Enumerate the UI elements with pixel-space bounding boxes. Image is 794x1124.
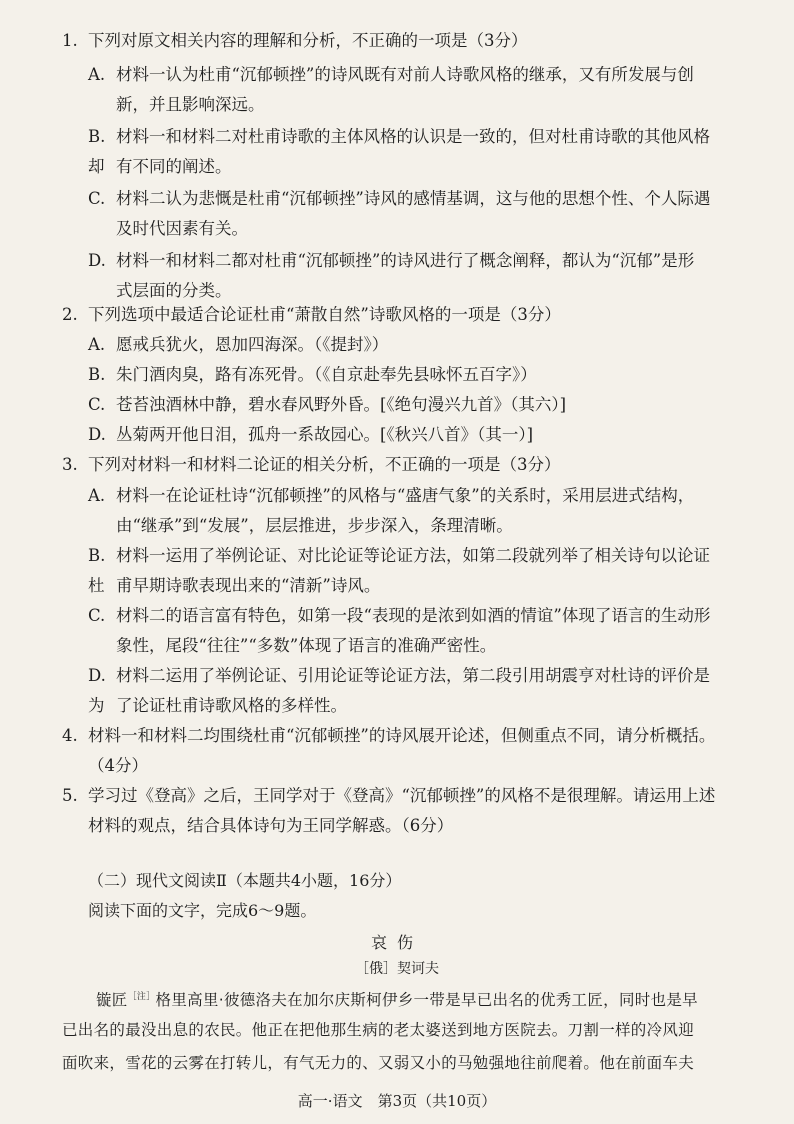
question-2 <box>62 300 722 330</box>
option-label: A. <box>88 486 106 505</box>
q2-option-d <box>88 420 713 450</box>
q1-option-d-cont: 式层面的分类。 <box>116 281 232 300</box>
option-text: 朱门酒肉臭，路有冻死骨。（《自京赴奉先县咏怀五百字》） <box>116 365 537 384</box>
reading-instruction: 阅读下面的文字，完成6～9题。 <box>88 901 317 920</box>
story-paragraph <box>62 981 722 1017</box>
option-text: 材料二认为悲慨是杜甫“沉郁顿挫”诗风的感情基调，这与他的思想个性、个人际遇 <box>116 189 711 208</box>
q2-option-c <box>88 390 713 420</box>
option-label: D. <box>88 251 106 270</box>
question-4 <box>62 721 722 751</box>
question-number: 3. <box>62 455 78 474</box>
option-label: D. <box>88 666 106 685</box>
q3-option-b-cont: 甫早期诗歌表现出来的“清新”诗风。 <box>116 576 381 595</box>
option-label: A. <box>88 335 106 354</box>
q3-option-c <box>88 601 713 631</box>
question-stem: 下列对材料一和材料二论证的相关分析，不正确的一项是（3分） <box>88 455 561 474</box>
q2-option-b <box>88 360 713 390</box>
story-author: ［俄］契诃夫 <box>355 961 439 977</box>
page-footer: 高一·语文 第3页（共10页） <box>297 1092 497 1110</box>
option-label: B. <box>88 546 106 565</box>
question-1 <box>62 26 722 56</box>
q1-option-c <box>88 184 713 214</box>
option-text: 材料一认为杜甫“沉郁顿挫”的诗风既有对前人诗歌风格的继承，又有所发展与创 <box>116 65 694 84</box>
question-stem: 材料一和材料二均围绕杜甫“沉郁顿挫”的诗风展开论述，但侧重点不同，请分析概括。 <box>88 726 716 745</box>
question-stem: 学习过《登高》之后，王同学对于《登高》“沉郁顿挫”的风格不是很理解。请运用上述 <box>88 786 716 805</box>
option-label: D. <box>88 425 106 444</box>
question-stem: 下列对原文相关内容的理解和分析，不正确的一项是（3分） <box>88 31 528 50</box>
option-text: 材料二运用了举例论证、引用论证等论证方法，第二段引用胡震亨对杜诗的评价是为 <box>88 666 710 715</box>
option-text: 材料一运用了举例论证、对比论证等论证方法，如第二段就列举了相关诗句以论证杜 <box>88 546 710 595</box>
story-line: 面吹来，雪花的云雾在打转儿，有气无力的、又弱又小的马勉强地往前爬着。他在前面车夫 <box>62 1054 695 1072</box>
option-text: 苍苔浊酒林中静，碧水春风野外昏。[《绝句漫兴九首》（其六）] <box>116 395 567 414</box>
question-number: 5. <box>62 786 78 805</box>
q3-option-d-cont: 了论证杜甫诗歌风格的多样性。 <box>116 696 347 715</box>
story-title: 哀伤 <box>370 933 423 952</box>
option-text: 材料一和材料二都对杜甫“沉郁顿挫”的诗风进行了概念阐释，都认为“沉郁”是形 <box>116 251 695 270</box>
q1-option-b-cont: 有不同的阐述。 <box>116 157 232 176</box>
q1-option-a <box>88 60 713 90</box>
question-5 <box>62 781 722 811</box>
option-text: 材料一在论证杜诗“沉郁顿挫”的风格与“盛唐气象”的关系时，采用层进式结构， <box>116 486 695 505</box>
footnote-mark: ［注］ <box>127 992 156 1002</box>
question-number: 2. <box>62 305 78 324</box>
q3-option-a <box>88 481 713 511</box>
option-label: A. <box>88 65 106 84</box>
option-text: 愿戒兵犹火，恩加四海深。（《提封》） <box>116 335 389 354</box>
q1-option-d <box>88 246 713 276</box>
option-label: B. <box>88 127 106 146</box>
option-text: 材料二的语言富有特色，如第一段“表现的是浓到如酒的情谊”体现了语言的生动形 <box>116 606 711 625</box>
section-heading: （二）现代文阅读Ⅱ（本题共4小题，16分） <box>88 871 402 890</box>
option-text: 丛菊两开他日泪，孤舟一系故园心。[《秋兴八首》（其一）] <box>116 425 534 444</box>
option-text: 材料一和材料二对杜甫诗歌的主体风格的认识是一致的，但对杜甫诗歌的其他风格却 <box>88 127 710 176</box>
question-3 <box>62 450 722 480</box>
story-text: 格里高里·彼德洛夫在加尔庆斯柯伊乡一带是早已出名的优秀工匠，同时也是早 <box>155 991 698 1010</box>
q1-option-a-cont: 新，并且影响深远。 <box>116 95 265 114</box>
option-label: C. <box>88 606 106 625</box>
story-word: 镟匠 <box>96 991 128 1010</box>
question-stem: 下列选项中最适合论证杜甫“萧散自然”诗歌风格的一项是（3分） <box>88 305 561 324</box>
q3-option-c-cont: 象性，尾段“往往”“多数”体现了语言的准确严密性。 <box>116 636 497 655</box>
question-number: 4. <box>62 726 78 745</box>
option-label: B. <box>88 365 106 384</box>
option-label: C. <box>88 189 106 208</box>
question-5-cont: 材料的观点，结合具体诗句为王同学解惑。（6分） <box>88 816 454 835</box>
q2-option-a <box>88 330 713 360</box>
q1-option-c-cont: 及时代因素有关。 <box>116 219 248 238</box>
story-line: 已出名的最没出息的农民。他正在把他那生病的老太婆送到地方医院去。刀割一样的冷风迎 <box>62 1021 695 1039</box>
question-number: 1. <box>62 31 78 50</box>
option-label: C. <box>88 395 106 414</box>
question-4-cont: （4分） <box>88 756 148 775</box>
q3-option-a-cont: 由“继承”到“发展”，层层推进，步步深入，条理清晰。 <box>116 516 513 535</box>
